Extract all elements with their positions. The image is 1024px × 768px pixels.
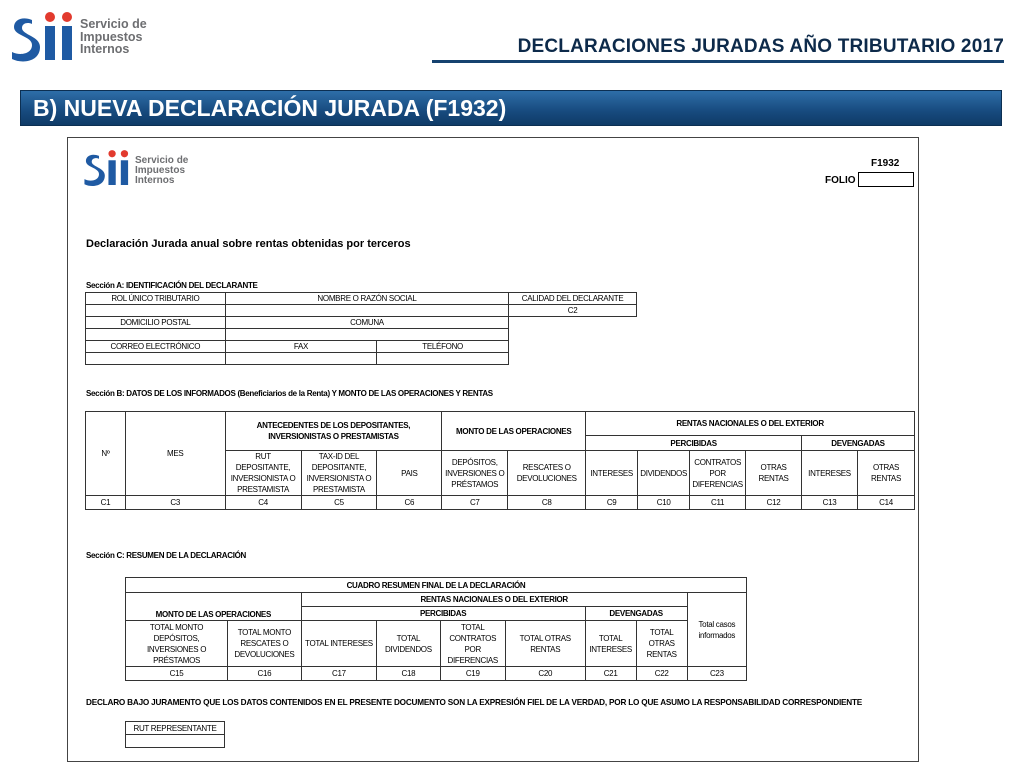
title-underline (432, 60, 1004, 63)
code-cell: C15 (126, 667, 228, 681)
fax-field[interactable] (225, 353, 377, 365)
comuna-header: COMUNA (225, 317, 508, 329)
section-a-table (85, 292, 637, 341)
code-cell: C11 (690, 496, 746, 510)
code-cell: C4 (225, 496, 301, 510)
total-otras-header: TOTAL OTRAS RENTAS (505, 621, 585, 667)
rut-representante-header: RUT REPRESENTANTE (126, 722, 225, 735)
intereses-dev-header: INTERESES (802, 451, 858, 496)
code-cell: C22 (636, 667, 687, 681)
nombre-field[interactable] (225, 305, 508, 317)
total-casos-header: Total casos informados (687, 593, 746, 667)
page-title: DECLARACIONES JURADAS AÑO TRIBUTARIO 2017 (517, 36, 1004, 57)
code-cell: C8 (508, 496, 586, 510)
code-cell: C19 (440, 667, 505, 681)
domicilio-field[interactable] (86, 329, 226, 341)
code-cell: C21 (585, 667, 636, 681)
telefono-field[interactable] (377, 353, 509, 365)
form-document (67, 137, 919, 762)
code-cell: C18 (377, 667, 440, 681)
monto-operaciones-header: MONTO DE LAS OPERACIONES (442, 412, 586, 451)
sii-logo-icon (10, 10, 76, 66)
folio-field[interactable] (858, 172, 914, 187)
otras-rentas-dev-header: OTRAS RENTAS (857, 451, 914, 496)
dividendos-header: DIVIDENDOS (638, 451, 690, 496)
section-a-label: Sección A: IDENTIFICACIÓN DEL DECLARANTE (86, 281, 258, 290)
tax-id-header: TAX-ID DEL DEPOSITANTE, INVERSIONISTA O PRESTAMISTA (301, 451, 377, 496)
mes-header: MES (125, 412, 225, 496)
otras-rentas-header: OTRAS RENTAS (746, 451, 802, 496)
section-a-contact-table (85, 340, 509, 365)
code-cell: C10 (638, 496, 690, 510)
folio-label: FOLIO (825, 175, 856, 186)
section-b-label: Sección B: DATOS DE LOS INFORMADOS (Beneficiarios de la Renta) Y MONTO DE LAS OPERACIONES Y RENTAS (86, 389, 493, 398)
total-intereses-header: TOTAL INTERESES (301, 621, 377, 667)
correo-field[interactable] (86, 353, 226, 365)
nombre-header: NOMBRE O RAZÓN SOCIAL (225, 293, 508, 305)
n-header: Nº (86, 412, 126, 496)
form-logo-text: Servicio de Impuestos Internos (135, 155, 189, 186)
depositos-header: DEPÓSITOS, INVERSIONES O PRÉSTAMOS (442, 451, 508, 496)
logo-text: Servicio de Impuestos Internos (80, 17, 147, 56)
percibidas-header: PERCIBIDAS (586, 436, 802, 451)
code-cell: C9 (586, 496, 638, 510)
total-dividendos-header: TOTAL DIVIDENDOS (377, 621, 440, 667)
total-intereses-dev-header: TOTAL INTERESES (585, 621, 636, 667)
code-cell: C17 (301, 667, 377, 681)
section-c-label: Sección C: RESUMEN DE LA DECLARACIÓN (86, 551, 247, 560)
rentas-nacionales-header: RENTAS NACIONALES O DEL EXTERIOR (301, 593, 687, 607)
code-cell: C5 (301, 496, 377, 510)
rut-depositante-header: RUT DEPOSITANTE, INVERSIONISTA O PRESTAMISTA (225, 451, 301, 496)
domicilio-header: DOMICILIO POSTAL (86, 317, 226, 329)
total-depositos-header: TOTAL MONTO DEPÓSITOS, INVERSIONES O PRÉSTAMOS (126, 621, 228, 667)
rut-representante-field[interactable] (126, 735, 225, 748)
form-title: Declaración Jurada anual sobre rentas obtenidas por terceros (86, 238, 411, 250)
code-cell: C7 (442, 496, 508, 510)
code-cell: C14 (857, 496, 914, 510)
rentas-nacionales-header: RENTAS NACIONALES O DEL EXTERIOR (586, 412, 915, 436)
code-cell: C6 (377, 496, 442, 510)
c2-code[interactable]: C2 (509, 305, 637, 317)
code-cell: C16 (228, 667, 302, 681)
total-otras-dev-header: TOTAL OTRAS RENTAS (636, 621, 687, 667)
code-cell: C23 (687, 667, 746, 681)
antecedentes-header: ANTECEDENTES DE LOS DEPOSITANTES, INVERSIONISTAS O PRESTAMISTAS (225, 412, 442, 451)
devengadas-header: DEVENGADAS (585, 607, 687, 621)
section-banner (20, 90, 1002, 126)
sii-logo-icon (83, 148, 131, 190)
correo-header: CORREO ELECTRÓNICO (86, 341, 226, 353)
rol-unico-header: ROL ÚNICO TRIBUTARIO (86, 293, 226, 305)
comuna-field[interactable] (225, 329, 508, 341)
monto-operaciones-header: MONTO DE LAS OPERACIONES (126, 593, 302, 621)
cuadro-header: CUADRO RESUMEN FINAL DE LA DECLARACIÓN (126, 578, 747, 593)
telefono-header: TELÉFONO (377, 341, 509, 353)
sii-logo (10, 10, 160, 66)
declaration-statement: DECLARO BAJO JURAMENTO QUE LOS DATOS CONTENIDOS EN EL PRESENTE DOCUMENTO SON LA EXPRESIÓN FIEL DE LA VERDAD, POR LO QUE ASUMO LA RESPONSABILIDAD CORRESPONDIENTE (86, 698, 863, 707)
code-cell: C3 (125, 496, 225, 510)
contratos-header: CONTRATOS POR DIFERENCIAS (690, 451, 746, 496)
calidad-header: CALIDAD DEL DECLARANTE (509, 293, 637, 305)
total-rescates-header: TOTAL MONTO RESCATES O DEVOLUCIONES (228, 621, 302, 667)
rescates-header: RESCATES O DEVOLUCIONES (508, 451, 586, 496)
total-contratos-header: TOTAL CONTRATOS POR DIFERENCIAS (440, 621, 505, 667)
section-b-table (85, 411, 915, 510)
code-cell: C12 (746, 496, 802, 510)
code-cell: C20 (505, 667, 585, 681)
rol-unico-field[interactable] (86, 305, 226, 317)
fax-header: FAX (225, 341, 377, 353)
devengadas-header: DEVENGADAS (802, 436, 915, 451)
rut-representante-table (125, 721, 225, 748)
percibidas-header: PERCIBIDAS (301, 607, 585, 621)
pais-header: PAIS (377, 451, 442, 496)
section-c-table (125, 577, 747, 681)
section-banner-title: B) NUEVA DECLARACIÓN JURADA (F1932) (33, 95, 507, 121)
code-cell: C13 (802, 496, 858, 510)
code-cell: C1 (86, 496, 126, 510)
form-sii-logo (83, 148, 203, 190)
intereses-header: INTERESES (586, 451, 638, 496)
form-id: F1932 (871, 158, 900, 169)
